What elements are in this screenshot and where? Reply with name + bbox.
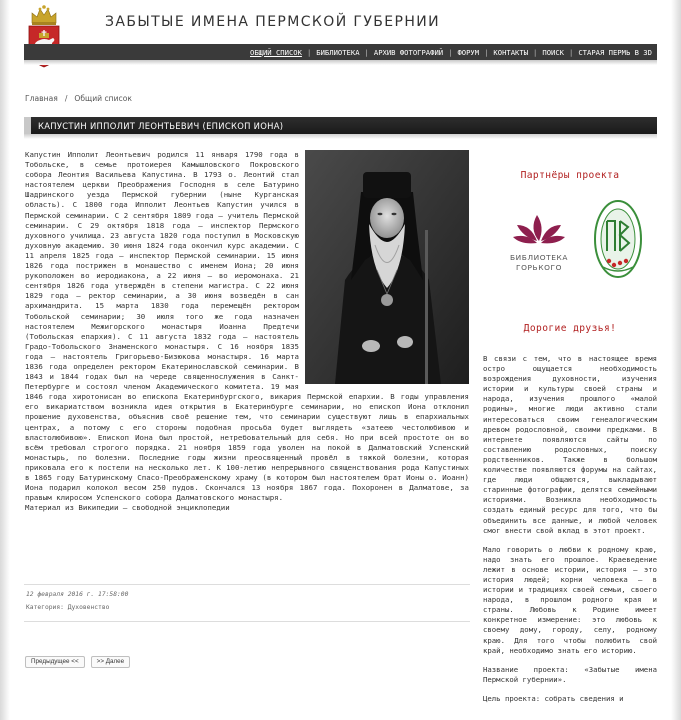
main-navigation	[24, 44, 657, 60]
nav-item-6[interactable]: СТАРАЯ ПЕРМЬ В 3D	[578, 47, 652, 57]
nav-separator: |	[569, 47, 574, 57]
article-category-link[interactable]: Категория: Духовенство	[26, 604, 110, 611]
article-text: Капустин Ипполит Леонтьевич родился 11 января 1790 года в Тобольске, в семье протоиерея Камышловского Покровского собора Леонтия Васильева Капустина. В 1793 о. Леонтий стал настоятелем церкви Преображения Господня в селе Батурино Шадринского уезда Пермской губернии (ныне Курганская область). С 1800 года Ипполит Леонтьев Капустин учился в Пермской семинарии. С 2 сентября 1809 года — учитель Пермской семинарии. С 29 октября 1818 года — инспектор Пермского духовного училища. 23 августа 1820 года поступил в Московскую духовную академию. 30 июня 1824 года окончил курс академии. С 11 апреля 1825 года — инспектор Пермской семинарии. 15 июня 1826 года пострижен в монашество с именем Иона; 20 июня рукоположен во иеродиакона, а 22 июня — во иеромонаха. 21 сентября 1826 года утверждён в степени магистра. С 22 июня 1829 года — ректор семинарии, а 30 июня возведён в сан архимандрита. 15 марта 1830 года перемещён ректором Тобольской семинарии; 30 июля того же года назначен настоятелем Межигорского монастыря Иоанна Предтечи (Тобольская епархия). С 11 августа 1832 года — настоятель Градо-Тобольского Знаменского монастыря. С 16 ноября 1835 года — настоятель Григорьево-Бизюкова монастыря. 16 марта 1836 года определен ректором Екатеринославской семинарии. В 1843 и 1844 годах был на череде священнослужения в Санкт-Петербурге и состоял членом Академического комитета. 19 мая 1846 года хиротонисан во епископа Екатеринбургского, викария Пермской епархии. В годы управления его викариатством возникла идея открытия в Екатеринбурге семинарии, но епископ Иона отклонил прошение духовенства, объяснив своё решение тем, что семинарии существуют лишь в епархиальных центрах, а потому с его стороны подобная просьба будет выглядеть «затеею честолюбивою и властолюбивою». Епископ Иона был простой, нетребовательный для себя. Но при всей простоте он во всём требовал строгого порядка. 21 ноября 1859 года уволен на покой в Далматовский Успенский монастырь, по болезни. Последние годы жизни преосвященный провёл в тяжкой болезни, которая приковала его к постели на несколько лет. К 100-летию непрерывного священствования рода Капустиных в 1865 году Батуринскому Спасо-Преображенскому храму (в котором был настоятелем брат Ионы о. Иоанн) Иона подарил колокол весом 250 пудов. Скончался 13 ноября 1867 года. Похоронен в Далматове, за правым клиросом Успенского собора Далматовского монастыря.	[25, 150, 469, 503]
nav-separator: |	[533, 47, 538, 57]
partners-logos	[483, 199, 657, 299]
breadcrumb	[25, 94, 132, 103]
partners-heading: Партнёры проекта	[520, 170, 620, 181]
next-button[interactable]: >> Далее	[91, 656, 131, 668]
title-bar-accent	[24, 117, 31, 134]
library-logo-line2: ГОРЬКОГО	[515, 263, 563, 272]
sidebar	[483, 170, 657, 713]
site-title[interactable]: ЗАБЫТЫЕ ИМЕНА ПЕРМСКОЙ ГУБЕРНИИ	[105, 14, 441, 30]
article-date: 12 февраля 2016 г. 17:58:00	[26, 591, 129, 598]
nav-item-4[interactable]: КОНТАКТЫ	[493, 47, 529, 57]
article-body	[25, 150, 469, 513]
breadcrumb-home-link[interactable]: Главная	[25, 94, 58, 103]
friends-paragraph: В связи с тем, что в настоящее время остро ощущается необходимость возрождения духовности, изучения истории и культуры своей страны и народа, изучения прошлого «малой родины», многие люди активно стали интересоваться своим генеалогическим древом родословной, своими предками. В интернете появляются сайты по составлению родословных, поиску родственников. Также в большом количестве появляются форумы на сайтах, где люди общаются, выкладывают старинные фотографии, делятся семейными историями. Возникла необходимость создать единый ресурс для того, что бы объединить все данные, и любой человек смог внести свой вклад в этот проект.	[483, 354, 657, 535]
breadcrumb-current[interactable]: Общий список	[74, 94, 132, 103]
pager	[25, 656, 130, 668]
nav-separator: |	[306, 47, 312, 57]
friends-paragraph: Название проекта: «Забытые имена Пермской губернии».	[483, 664, 657, 684]
nav-item-0[interactable]: ОБЩИЙ СПИСОК	[250, 47, 302, 57]
bishop-portrait-image	[305, 150, 469, 384]
nav-item-5[interactable]: ПОИСК	[542, 47, 565, 57]
friends-paragraph: Цель проекта: собрать сведения и	[483, 693, 624, 703]
nav-item-2[interactable]: АРХИВ ФОТОГРАФИЙ	[373, 47, 444, 57]
friends-paragraph: Мало говорить о любви к родному краю, надо знать его прошлое. Краеведение лежит в основе истории, история – это история людей; корни человека – в истории и традициях своей семьи, своего народа, в прошлом родного края и страны. Любовь к Родине имеет конкретное измерение: это любовь к своему дому, городу, селу, родному краю. Для того чтобы полюбить свой край, необходимо знать его историю.	[483, 544, 657, 655]
page-title: КАПУСТИН ИППОЛИТ ЛЕОНТЬЕВИЧ (ЕПИСКОП ИОНА)	[38, 121, 284, 131]
meta-divider	[24, 621, 470, 622]
article-meta	[24, 584, 470, 611]
partner-emblem-logo[interactable]	[593, 199, 643, 285]
nav-item-1[interactable]: БИБЛИОТЕКА	[316, 47, 360, 57]
friends-text	[483, 354, 657, 704]
gorky-library-logo[interactable]	[507, 207, 571, 275]
library-logo-line1: БИБЛИОТЕКА	[509, 253, 569, 262]
page-shadow-right	[671, 0, 681, 720]
nav-menu	[250, 44, 652, 60]
article-title-bar	[24, 117, 657, 134]
nav-separator: |	[364, 47, 369, 57]
source-note: Материал из Википедии — свободной энциклопедии	[25, 503, 230, 513]
breadcrumb-separator: /	[64, 94, 68, 103]
title-bar-shadow	[24, 134, 657, 139]
page-shadow-left	[0, 0, 10, 720]
nav-item-3[interactable]: ФОРУМ	[457, 47, 480, 57]
friends-heading: Дорогие друзья!	[523, 323, 617, 334]
nav-separator: |	[448, 47, 453, 57]
nav-shadow	[24, 60, 657, 65]
previous-button[interactable]: Предыдущее <<	[25, 656, 85, 668]
nav-separator: |	[484, 47, 489, 57]
